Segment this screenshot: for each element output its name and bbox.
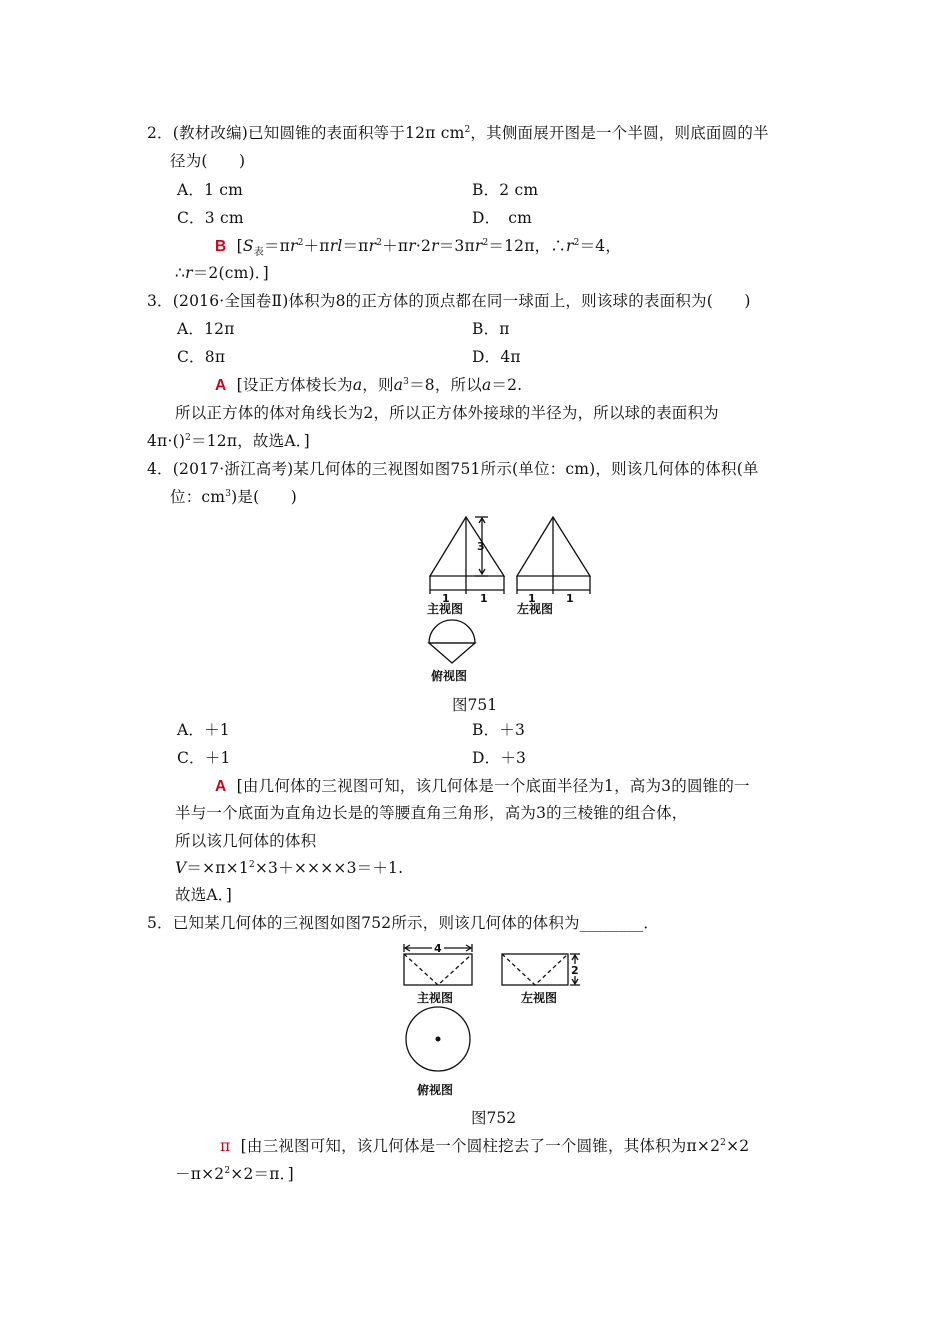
q2-sol-var: r bbox=[431, 237, 439, 255]
q5-sol-sup: 2 bbox=[224, 1166, 231, 1176]
q4-option-c: C．＋1 bbox=[177, 749, 231, 767]
q5-sol-sup: 2 bbox=[720, 1138, 727, 1148]
q5-sol-part: ×2＝π．] bbox=[230, 1165, 294, 1183]
fig751-front-label: 主视图 bbox=[427, 602, 464, 616]
q3-sol-var: a bbox=[352, 376, 363, 394]
q3-answer-letter: A bbox=[215, 377, 227, 394]
q2-stem-text: 2．(教材改编)已知圆锥的表面积等于12π cm bbox=[147, 124, 465, 142]
q2-sol-part: ＝4， bbox=[579, 237, 622, 255]
q4-solution-line2: 半与一个底面为直角边长是的等腰直角三角形，高为3的三棱锥的组合体， bbox=[175, 804, 688, 822]
fig751-top-view bbox=[429, 620, 475, 663]
q4-sol-sup: 2 bbox=[248, 860, 255, 870]
q4-sol-part: ×3＋××××3＝＋1. bbox=[254, 859, 404, 877]
q2-sol-var: r bbox=[566, 237, 574, 255]
fig751-left-view bbox=[517, 517, 590, 594]
fig752-caption: 图752 bbox=[471, 1109, 517, 1127]
q3-option-b: B．π bbox=[472, 320, 510, 338]
q5-answer: π bbox=[220, 1137, 231, 1155]
q4-sol-part: [由几何体的三视图可知，该几何体是一个底面半径为1，高为3的圆锥的一 bbox=[236, 777, 750, 795]
q5-sol-part: ×2 bbox=[726, 1137, 750, 1155]
q5-solution-line1 bbox=[220, 1136, 749, 1156]
q3-sol-part: ＝8，所以 bbox=[409, 376, 482, 394]
q2-stem-line1 bbox=[147, 123, 769, 143]
q3-sol-sup: 2 bbox=[185, 433, 192, 443]
q3-solution-line3 bbox=[147, 431, 310, 451]
q4-stem-part: )是( ) bbox=[231, 488, 297, 506]
q3-sol-part: 4π·() bbox=[147, 432, 186, 450]
q5-solution-line2 bbox=[175, 1164, 294, 1184]
figure-752 bbox=[400, 942, 600, 1102]
q4-sol-part: ＝×π×1 bbox=[186, 859, 249, 877]
q2-sol-part: ＝π bbox=[263, 237, 291, 255]
fig751-left-dim-1-right: 1 bbox=[566, 592, 574, 605]
q2-sol-part: ＋π bbox=[382, 237, 409, 255]
fig752-top-center-dot bbox=[436, 1037, 441, 1042]
q4-stem-sup: 3 bbox=[225, 489, 232, 499]
fig751-top-semicircle bbox=[429, 620, 475, 643]
fig752-left-rect bbox=[502, 954, 568, 985]
q3-sol-part: ＝12π，故选A．] bbox=[191, 432, 310, 450]
q3-sol-part: ＝2. bbox=[491, 376, 523, 394]
fig752-width-label: 4 bbox=[434, 942, 442, 955]
fig751-left-label: 左视图 bbox=[517, 602, 554, 616]
q4-stem-line1: 4．(2017·浙江高考)某几何体的三视图如图751所示(单位：cm)，则该几何体的体积(单 bbox=[147, 460, 759, 478]
fig752-front-dashed bbox=[404, 954, 472, 985]
q5-sol-part: [由三视图可知，该几何体是一个圆柱挖去了一个圆锥，其体积为π×2 bbox=[240, 1137, 721, 1155]
q5-stem: 5．已知某几何体的三视图如图752所示，则该几何体的体积为________． bbox=[147, 914, 660, 932]
q2-option-d: D． cm bbox=[472, 209, 533, 227]
q2-sol-var: r bbox=[474, 237, 483, 255]
q2-sol-part: ·2 bbox=[415, 237, 432, 255]
q2-sol-part: ＝12π，∴ bbox=[488, 237, 567, 255]
fig752-top-label: 俯视图 bbox=[417, 1083, 454, 1097]
fig752-front-rect bbox=[404, 954, 472, 985]
q2-sol-part: [ bbox=[236, 237, 243, 255]
q2-sol-sup: 2 bbox=[482, 238, 489, 248]
q5-sol-part: －π×2 bbox=[175, 1165, 225, 1183]
fig752-left-label: 左视图 bbox=[521, 991, 558, 1005]
q4-answer-letter: A bbox=[215, 778, 227, 795]
fig751-top-triangle bbox=[429, 643, 475, 663]
q2-option-a: A．1 cm bbox=[177, 181, 244, 199]
q2-sol-sup: 2 bbox=[573, 238, 580, 248]
fig752-left-view bbox=[502, 954, 580, 985]
q2-solution-line1 bbox=[215, 236, 621, 263]
q4-option-d: D．＋3 bbox=[472, 749, 527, 767]
q2-sol-sup: 2 bbox=[376, 238, 383, 248]
q2-stem-line2: 径为( ) bbox=[170, 152, 246, 170]
q2-sol-part: ∴ bbox=[175, 264, 186, 282]
fig751-front-view bbox=[430, 517, 504, 594]
q4-solution-line3: 所以该几何体的体积 bbox=[175, 832, 317, 850]
q2-sol-var: S bbox=[242, 237, 254, 255]
q4-solution-line5: 故选A．] bbox=[175, 886, 232, 904]
q2-answer-letter: B bbox=[215, 238, 227, 255]
q2-sol-var: rl bbox=[329, 237, 343, 255]
q3-stem: 3．(2016·全国卷Ⅱ)体积为8的正方体的顶点都在同一球面上，则该球的表面积为( ) bbox=[147, 292, 751, 310]
q2-sol-part: ＝π bbox=[342, 237, 369, 255]
q2-sol-var: r bbox=[368, 237, 377, 255]
q2-sol-sup: 2 bbox=[297, 238, 304, 248]
q3-sol-var: a bbox=[481, 376, 492, 394]
q2-sol-var: r bbox=[185, 264, 193, 282]
q4-stem-line2 bbox=[170, 487, 297, 507]
q3-sol-part: ，则 bbox=[362, 376, 394, 394]
q3-solution-line1 bbox=[215, 375, 522, 396]
q2-sol-part: ＋π bbox=[303, 237, 330, 255]
q4-sol-var: V bbox=[175, 859, 187, 877]
q3-option-a: A．12π bbox=[177, 320, 235, 338]
q3-solution-line2: 所以正方体的体对角线长为2，所以正方体外接球的半径为，所以球的表面积为 bbox=[175, 404, 719, 422]
q3-option-c: C．8π bbox=[177, 348, 226, 366]
q4-option-b: B．＋3 bbox=[472, 721, 526, 739]
fig751-front-triangle bbox=[430, 517, 504, 576]
q2-stem-tail: ，其侧面展开图是一个半圆，则底面圆的半 bbox=[470, 124, 769, 142]
q2-sol-part: ＝2(cm)．] bbox=[192, 264, 269, 282]
q2-stem-sup: 2 bbox=[464, 125, 471, 135]
fig752-front-label: 主视图 bbox=[417, 991, 454, 1005]
q4-option-a: A．＋1 bbox=[177, 721, 230, 739]
fig751-front-dim-1-right: 1 bbox=[480, 592, 488, 605]
q2-sol-var: r bbox=[290, 237, 298, 255]
q3-option-d: D．4π bbox=[472, 348, 521, 366]
fig752-height-label: 2 bbox=[571, 964, 579, 977]
q3-sol-var: a bbox=[393, 376, 404, 394]
q2-option-c: C．3 cm bbox=[177, 209, 244, 227]
q2-sol-part: ＝3π bbox=[438, 237, 475, 255]
fig751-left-dim-1-left: 1 bbox=[528, 592, 536, 605]
fig751-height-label: 3 bbox=[477, 540, 485, 553]
fig751-caption: 图751 bbox=[452, 696, 498, 714]
fig752-left-dashed bbox=[502, 954, 568, 985]
fig751-front-dim-1-left: 1 bbox=[442, 592, 450, 605]
q4-stem-part: 位：cm bbox=[170, 488, 226, 506]
q2-sol-var: r bbox=[408, 237, 416, 255]
q3-sol-part: [设正方体棱长为 bbox=[236, 376, 353, 394]
q3-sol-sup: 3 bbox=[403, 377, 410, 387]
q4-solution-line4 bbox=[175, 858, 403, 878]
fig751-top-label: 俯视图 bbox=[431, 669, 468, 683]
q2-solution-line2 bbox=[175, 263, 269, 283]
q4-solution-line1 bbox=[215, 776, 750, 797]
q2-option-b: B．2 cm bbox=[472, 181, 539, 199]
q2-sol-sub: 表 bbox=[253, 247, 264, 259]
